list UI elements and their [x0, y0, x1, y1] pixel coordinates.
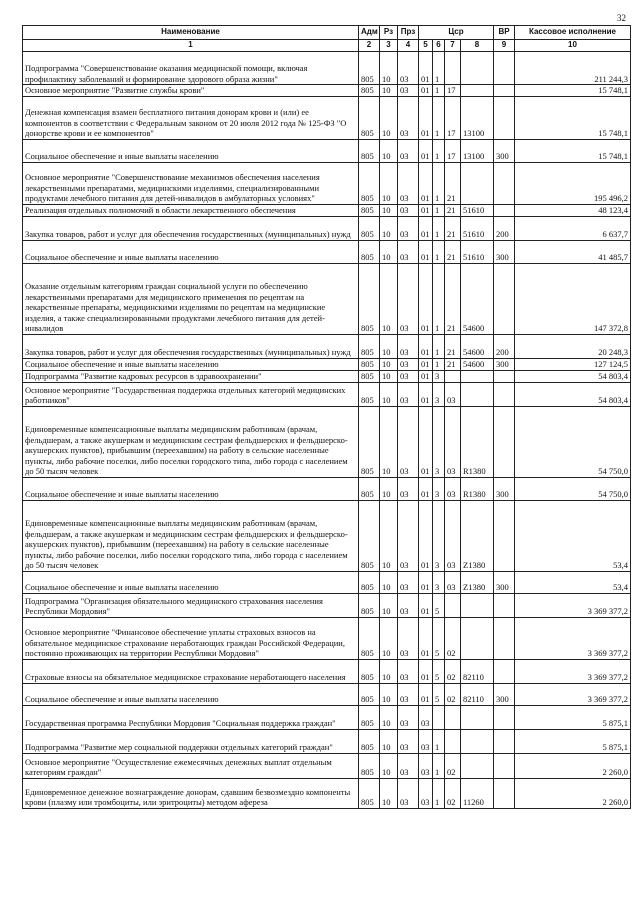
cell-c4: [461, 705, 494, 729]
cell-adm: 805: [359, 617, 380, 659]
cell-prz: 03: [398, 334, 419, 358]
cell-c4: R1380: [461, 406, 494, 477]
table-row: [23, 204, 631, 216]
cell-name: Социальное обеспечение и иные выплаты населению: [23, 683, 359, 705]
table-row: [23, 382, 631, 406]
cell-prz: 03: [398, 96, 419, 139]
cell-adm: 805: [359, 593, 380, 617]
table-row: [23, 263, 631, 334]
cell-name: Единовременные компенсационные выплаты медицинским работникам (врачам, фельдшерам, а также акушеркам и медицинским сестрам фельдшерских и фельдшерско-акушерских пунктов), прибывшим (переехавшим) на работу в сельские населенные пункты, либо рабочие поселки, либо поселки городского типа, либо города с населением до 50 тысяч человек: [23, 500, 359, 571]
cell-c4: 82110: [461, 659, 494, 683]
cell-vr: 200: [494, 216, 515, 240]
cell-c2: 3: [433, 370, 445, 382]
cell-name: Подпрограмма "Развитие кадровых ресурсов в здравоохранении": [23, 370, 359, 382]
cell-c2: 1: [433, 334, 445, 358]
column-number: 7: [445, 40, 461, 52]
cell-vr: 300: [494, 139, 515, 162]
cell-c4: Z1380: [461, 500, 494, 571]
cell-prz: 03: [398, 52, 419, 85]
cell-c2: 5: [433, 683, 445, 705]
cell-amount: 211 244,3: [515, 52, 631, 85]
header-vr: ВР: [494, 26, 515, 40]
cell-c3: 17: [445, 96, 461, 139]
cell-c1: 01: [419, 263, 433, 334]
cell-c1: 01: [419, 85, 433, 97]
cell-c1: 01: [419, 617, 433, 659]
column-number-row: [23, 40, 631, 52]
cell-vr: [494, 263, 515, 334]
header-adm: Адм: [359, 26, 380, 40]
cell-rz: 10: [380, 683, 398, 705]
cell-adm: 805: [359, 334, 380, 358]
cell-name: Социальное обеспечение и иные выплаты населению: [23, 139, 359, 162]
cell-amount: 5 875,1: [515, 729, 631, 753]
cell-name: Основное мероприятие "Финансовое обеспечение уплаты страховых взносов на обязательное медицинское страхование неработающих граждан Российской Федерации, постоянно проживающих на территории Республики Мордовия": [23, 617, 359, 659]
cell-prz: 03: [398, 263, 419, 334]
cell-prz: 03: [398, 358, 419, 370]
cell-c3: [445, 729, 461, 753]
cell-prz: 03: [398, 500, 419, 571]
cell-c1: 03: [419, 729, 433, 753]
cell-vr: [494, 204, 515, 216]
cell-c3: 03: [445, 382, 461, 406]
cell-c1: 01: [419, 500, 433, 571]
column-number: 8: [461, 40, 494, 52]
cell-c3: 21: [445, 216, 461, 240]
cell-amount: 41 485,7: [515, 240, 631, 263]
cell-c1: 01: [419, 406, 433, 477]
cell-amount: 54 750,0: [515, 406, 631, 477]
cell-amount: 53,4: [515, 571, 631, 593]
cell-amount: 15 748,1: [515, 96, 631, 139]
cell-c2: 1: [433, 778, 445, 808]
cell-c4: 54600: [461, 358, 494, 370]
cell-name: Закупка товаров, работ и услуг для обеспечения государственных (муниципальных) нужд: [23, 216, 359, 240]
cell-c2: 1: [433, 96, 445, 139]
cell-c3: 17: [445, 139, 461, 162]
cell-c4: [461, 85, 494, 97]
cell-c3: 21: [445, 204, 461, 216]
cell-adm: 805: [359, 52, 380, 85]
cell-vr: 300: [494, 477, 515, 500]
table-row: [23, 477, 631, 500]
cell-prz: 03: [398, 370, 419, 382]
cell-c1: 01: [419, 659, 433, 683]
column-number: 10: [515, 40, 631, 52]
cell-prz: 03: [398, 162, 419, 204]
cell-amount: 147 372,8: [515, 263, 631, 334]
column-number: 9: [494, 40, 515, 52]
cell-amount: 15 748,1: [515, 85, 631, 97]
cell-vr: [494, 406, 515, 477]
cell-adm: 805: [359, 729, 380, 753]
table-row: [23, 683, 631, 705]
cell-c2: 1: [433, 263, 445, 334]
cell-c3: 21: [445, 240, 461, 263]
cell-rz: 10: [380, 162, 398, 204]
cell-c4: [461, 370, 494, 382]
cell-vr: [494, 729, 515, 753]
cell-rz: 10: [380, 204, 398, 216]
cell-c2: 3: [433, 477, 445, 500]
cell-prz: 03: [398, 571, 419, 593]
cell-rz: 10: [380, 778, 398, 808]
cell-adm: 805: [359, 263, 380, 334]
cell-prz: 03: [398, 729, 419, 753]
cell-rz: 10: [380, 358, 398, 370]
cell-rz: 10: [380, 370, 398, 382]
table-row: [23, 370, 631, 382]
cell-rz: 10: [380, 729, 398, 753]
cell-amount: 6 637,7: [515, 216, 631, 240]
cell-adm: 805: [359, 96, 380, 139]
cell-c2: 3: [433, 382, 445, 406]
cell-c1: 01: [419, 571, 433, 593]
header-row: [23, 26, 631, 40]
cell-c3: 21: [445, 162, 461, 204]
cell-prz: 03: [398, 406, 419, 477]
cell-c1: 01: [419, 204, 433, 216]
header-prz: Прз: [398, 26, 419, 40]
cell-c1: 01: [419, 593, 433, 617]
cell-amount: 3 369 377,2: [515, 593, 631, 617]
cell-c1: 01: [419, 216, 433, 240]
cell-adm: 805: [359, 571, 380, 593]
cell-vr: 300: [494, 358, 515, 370]
cell-amount: 5 875,1: [515, 705, 631, 729]
cell-c3: [445, 705, 461, 729]
cell-c4: [461, 162, 494, 204]
cell-c1: 03: [419, 705, 433, 729]
cell-c2: 1: [433, 85, 445, 97]
cell-vr: [494, 659, 515, 683]
cell-adm: 805: [359, 477, 380, 500]
table-row: [23, 358, 631, 370]
cell-c4: 13100: [461, 96, 494, 139]
cell-rz: 10: [380, 139, 398, 162]
cell-prz: 03: [398, 85, 419, 97]
cell-rz: 10: [380, 96, 398, 139]
cell-amount: 54 803,4: [515, 382, 631, 406]
cell-c1: 03: [419, 753, 433, 778]
cell-rz: 10: [380, 593, 398, 617]
header-name: Наименование: [23, 26, 359, 40]
cell-prz: 03: [398, 593, 419, 617]
cell-name: Основное мероприятие "Совершенствование механизмов обеспечения населения лекарственными препаратами, медицинскими изделиями, специализированными продуктами лечебного питания для детей-инвалидов в амбулаторных условиях": [23, 162, 359, 204]
table-row: [23, 593, 631, 617]
cell-name: Основное мероприятие "Развитие службы крови": [23, 85, 359, 97]
cell-c3: 21: [445, 334, 461, 358]
table-row: [23, 240, 631, 263]
table-row: [23, 753, 631, 778]
cell-vr: [494, 705, 515, 729]
cell-rz: 10: [380, 659, 398, 683]
table-row: [23, 96, 631, 139]
table-row: [23, 500, 631, 571]
cell-amount: 48 123,4: [515, 204, 631, 216]
cell-prz: 03: [398, 659, 419, 683]
cell-c2: 3: [433, 500, 445, 571]
cell-c2: 1: [433, 139, 445, 162]
cell-amount: 3 369 377,2: [515, 659, 631, 683]
cell-name: Социальное обеспечение и иные выплаты населению: [23, 358, 359, 370]
table-row: [23, 139, 631, 162]
cell-c4: [461, 753, 494, 778]
cell-rz: 10: [380, 263, 398, 334]
cell-c4: 11260: [461, 778, 494, 808]
cell-c4: 13100: [461, 139, 494, 162]
cell-c3: 03: [445, 571, 461, 593]
cell-rz: 10: [380, 406, 398, 477]
cell-rz: 10: [380, 617, 398, 659]
cell-name: Страховые взносы на обязательное медицинское страхование неработающего населения: [23, 659, 359, 683]
cell-c4: [461, 382, 494, 406]
cell-c1: 03: [419, 778, 433, 808]
cell-c1: 01: [419, 139, 433, 162]
table-row: [23, 406, 631, 477]
cell-name: Социальное обеспечение и иные выплаты населению: [23, 477, 359, 500]
cell-c2: 5: [433, 659, 445, 683]
cell-c3: 17: [445, 85, 461, 97]
table-row: [23, 334, 631, 358]
column-number: 4: [398, 40, 419, 52]
cell-c3: 03: [445, 500, 461, 571]
cell-amount: 3 369 377,2: [515, 617, 631, 659]
cell-prz: 03: [398, 382, 419, 406]
cell-c2: 1: [433, 358, 445, 370]
cell-c3: 21: [445, 358, 461, 370]
cell-prz: 03: [398, 617, 419, 659]
budget-execution-table: [22, 25, 631, 809]
cell-c2: 1: [433, 216, 445, 240]
cell-c4: 82110: [461, 683, 494, 705]
cell-rz: 10: [380, 753, 398, 778]
cell-adm: 805: [359, 162, 380, 204]
cell-prz: 03: [398, 753, 419, 778]
cell-c2: 1: [433, 162, 445, 204]
cell-amount: 195 496,2: [515, 162, 631, 204]
cell-c2: 3: [433, 571, 445, 593]
cell-c4: 54600: [461, 334, 494, 358]
cell-name: Социальное обеспечение и иные выплаты населению: [23, 240, 359, 263]
cell-adm: 805: [359, 683, 380, 705]
cell-c2: 3: [433, 406, 445, 477]
cell-name: Социальное обеспечение и иные выплаты населению: [23, 571, 359, 593]
header-csr: Цср: [419, 26, 494, 40]
table-row: [23, 85, 631, 97]
cell-c4: 51610: [461, 216, 494, 240]
cell-name: Закупка товаров, работ и услуг для обеспечения государственных (муниципальных) нужд: [23, 334, 359, 358]
table-row: [23, 659, 631, 683]
cell-c3: 02: [445, 753, 461, 778]
cell-vr: 300: [494, 571, 515, 593]
cell-c2: 5: [433, 593, 445, 617]
cell-rz: 10: [380, 85, 398, 97]
cell-c1: 01: [419, 240, 433, 263]
cell-name: Государственная программа Республики Мордовия "Социальная поддержка граждан": [23, 705, 359, 729]
cell-rz: 10: [380, 477, 398, 500]
cell-vr: [494, 500, 515, 571]
cell-c3: 02: [445, 617, 461, 659]
cell-c2: 1: [433, 729, 445, 753]
cell-adm: 805: [359, 705, 380, 729]
cell-c2: 1: [433, 52, 445, 85]
header-rz: Рз: [380, 26, 398, 40]
cell-c2: 1: [433, 753, 445, 778]
cell-c3: [445, 370, 461, 382]
cell-adm: 805: [359, 406, 380, 477]
cell-vr: [494, 370, 515, 382]
table-row: [23, 216, 631, 240]
cell-name: Реализация отдельных полномочий в области лекарственного обеспечения: [23, 204, 359, 216]
cell-rz: 10: [380, 571, 398, 593]
cell-name: Единовременные компенсационные выплаты медицинским работникам (врачам, фельдшерам, а также акушеркам и медицинским сестрам фельдшерских и фельдшерско-акушерских пунктов), прибывшим (переехавшим) на работу в сельские населенные пункты, либо рабочие поселки, либо поселки городского типа, либо города с населением до 50 тысяч человек: [23, 406, 359, 477]
cell-rz: 10: [380, 334, 398, 358]
cell-vr: 200: [494, 334, 515, 358]
cell-c2: 1: [433, 204, 445, 216]
cell-adm: 805: [359, 216, 380, 240]
table-row: [23, 729, 631, 753]
cell-adm: 805: [359, 370, 380, 382]
cell-c1: 01: [419, 370, 433, 382]
column-number: 1: [23, 40, 359, 52]
cell-adm: 805: [359, 778, 380, 808]
cell-c3: [445, 593, 461, 617]
cell-c2: 1: [433, 240, 445, 263]
cell-name: Основное мероприятие "Государственная поддержка отдельных категорий медицинских работников": [23, 382, 359, 406]
cell-c3: 02: [445, 659, 461, 683]
cell-adm: 805: [359, 382, 380, 406]
cell-vr: 300: [494, 683, 515, 705]
cell-c3: 03: [445, 477, 461, 500]
cell-rz: 10: [380, 382, 398, 406]
cell-c4: 51610: [461, 240, 494, 263]
cell-c3: 03: [445, 406, 461, 477]
cell-adm: 805: [359, 753, 380, 778]
cell-adm: 805: [359, 85, 380, 97]
table-row: [23, 52, 631, 85]
table-row: [23, 778, 631, 808]
cell-c1: 01: [419, 162, 433, 204]
column-number: 5: [419, 40, 433, 52]
cell-c4: [461, 593, 494, 617]
column-number: 6: [433, 40, 445, 52]
cell-vr: [494, 52, 515, 85]
cell-rz: 10: [380, 500, 398, 571]
cell-c4: Z1380: [461, 571, 494, 593]
cell-c1: 01: [419, 683, 433, 705]
cell-rz: 10: [380, 52, 398, 85]
page-number: 32: [617, 13, 626, 23]
cell-name: Подпрограмма "Совершенствование оказания медицинской помощи, включая профилактику заболеваний и формирование здорового образа жизни": [23, 52, 359, 85]
cell-c2: 5: [433, 617, 445, 659]
cell-prz: 03: [398, 204, 419, 216]
cell-amount: 3 369 377,2: [515, 683, 631, 705]
cell-prz: 03: [398, 477, 419, 500]
cell-amount: 127 124,5: [515, 358, 631, 370]
cell-rz: 10: [380, 216, 398, 240]
cell-c3: 02: [445, 683, 461, 705]
cell-prz: 03: [398, 683, 419, 705]
cell-amount: 2 260,0: [515, 778, 631, 808]
cell-name: Основное мероприятие "Осуществление ежемесячных денежных выплат отдельным категориям граждан": [23, 753, 359, 778]
cell-amount: 2 260,0: [515, 753, 631, 778]
cell-vr: [494, 96, 515, 139]
cell-c3: 02: [445, 778, 461, 808]
table-row: [23, 162, 631, 204]
cell-c2: [433, 705, 445, 729]
cell-adm: 805: [359, 358, 380, 370]
cell-prz: 03: [398, 139, 419, 162]
cell-c4: 51610: [461, 204, 494, 216]
cell-name: Подпрограмма "Организация обязательного медицинского страхования населения Республики Мордовия": [23, 593, 359, 617]
cell-c1: 01: [419, 358, 433, 370]
cell-name: Оказание отдельным категориям граждан социальной услуги по обеспечению лекарственными препаратами для медицинского применения по рецептам на лекарственные препараты, медицинскими изделиями по рецептам на медицинские изделия, а также специализированными продуктами лечебного питания для детей-инвалидов: [23, 263, 359, 334]
header-amount: Кассовое исполнение: [515, 26, 631, 40]
cell-c1: 01: [419, 52, 433, 85]
table-row: [23, 571, 631, 593]
cell-c4: [461, 52, 494, 85]
cell-c4: R1380: [461, 477, 494, 500]
cell-rz: 10: [380, 240, 398, 263]
cell-c4: 54600: [461, 263, 494, 334]
cell-c4: [461, 617, 494, 659]
cell-prz: 03: [398, 778, 419, 808]
cell-amount: 54 750,0: [515, 477, 631, 500]
cell-vr: [494, 593, 515, 617]
cell-vr: [494, 617, 515, 659]
cell-adm: 805: [359, 139, 380, 162]
cell-name: Подпрограмма "Развитие мер социальной поддержки отдельных категорий граждан": [23, 729, 359, 753]
cell-adm: 805: [359, 240, 380, 263]
cell-vr: [494, 753, 515, 778]
column-number: 3: [380, 40, 398, 52]
cell-amount: 20 248,3: [515, 334, 631, 358]
cell-vr: 300: [494, 240, 515, 263]
cell-c3: [445, 52, 461, 85]
cell-vr: [494, 85, 515, 97]
cell-adm: 805: [359, 204, 380, 216]
cell-c1: 01: [419, 382, 433, 406]
cell-c1: 01: [419, 96, 433, 139]
cell-vr: [494, 162, 515, 204]
cell-rz: 10: [380, 705, 398, 729]
table-row: [23, 705, 631, 729]
cell-vr: [494, 778, 515, 808]
cell-prz: 03: [398, 240, 419, 263]
cell-name: Денежная компенсация взамен бесплатного питания донорам крови и (или) ее компонентов в соответствии с Федеральным законом от 20 июля 2012 года № 125-ФЗ "О донорстве крови и ее компонентов": [23, 96, 359, 139]
cell-c1: 01: [419, 334, 433, 358]
table-row: [23, 617, 631, 659]
cell-vr: [494, 382, 515, 406]
cell-prz: 03: [398, 216, 419, 240]
column-number: 2: [359, 40, 380, 52]
cell-amount: 54 803,4: [515, 370, 631, 382]
cell-amount: 15 748,1: [515, 139, 631, 162]
cell-c1: 01: [419, 477, 433, 500]
cell-adm: 805: [359, 500, 380, 571]
cell-prz: 03: [398, 705, 419, 729]
cell-c4: [461, 729, 494, 753]
cell-amount: 53,4: [515, 500, 631, 571]
cell-adm: 805: [359, 659, 380, 683]
cell-name: Единовременное денежное вознаграждение донорам, сдавшим безвозмездно компоненты крови (плазму или тромбоциты, или эритроциты) методом афереза: [23, 778, 359, 808]
cell-c3: 21: [445, 263, 461, 334]
